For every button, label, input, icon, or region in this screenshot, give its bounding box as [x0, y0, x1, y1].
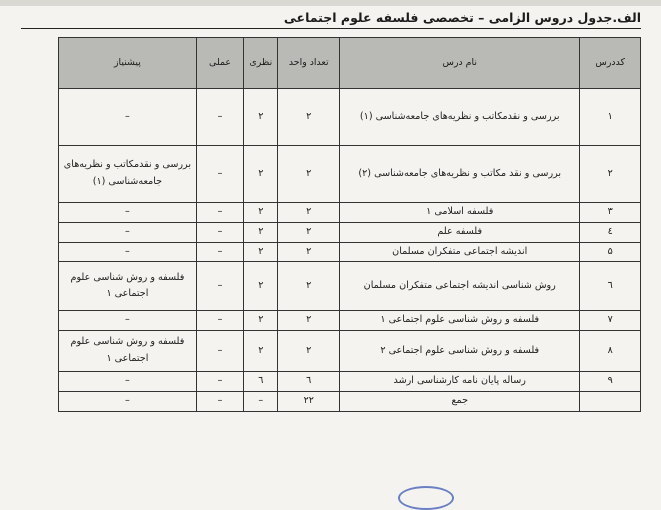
page-heading: الف.جدول دروس الزامی – تخصصی فلسفه علوم اجتماعی	[21, 10, 641, 29]
cell-practical: –	[196, 222, 243, 242]
cell-units: ۲	[278, 222, 340, 242]
cell-prereq: فلسفه و روش شناسی علوم اجتماعی ۱	[59, 331, 197, 372]
cell-units: ۲	[278, 331, 340, 372]
cell-code: ٤	[580, 222, 641, 242]
cell-code: ۸	[580, 331, 641, 372]
cell-units: ۲	[278, 203, 340, 223]
cell-practical: –	[196, 311, 243, 331]
cell-code: ۹	[580, 372, 641, 392]
courses-table	[58, 37, 641, 412]
cell-name: فلسفه و روش شناسی علوم اجتماعی ۱	[340, 311, 580, 331]
cell-units: ۲	[278, 262, 340, 311]
header-theory: نظری	[244, 38, 278, 89]
cell-prereq: –	[59, 203, 197, 223]
cell-name: بررسی و نقد مکاتب و نظریه‌های جامعه‌شناسی (۲)	[340, 146, 580, 203]
table-total-row	[59, 391, 641, 411]
cell-theory: ۲	[244, 311, 278, 331]
cell-units: ۲	[278, 89, 340, 146]
table-row	[59, 331, 641, 372]
cell-practical: –	[196, 372, 243, 392]
cell-prereq: –	[59, 372, 197, 392]
cell-prereq: فلسفه و روش شناسی علوم اجتماعی ۱	[59, 262, 197, 311]
cell-name: اندیشه اجتماعی متفکران مسلمان	[340, 242, 580, 262]
cell-practical: –	[196, 242, 243, 262]
cell-theory: ۲	[244, 222, 278, 242]
cell-practical: –	[196, 146, 243, 203]
cell-theory: ۲	[244, 331, 278, 372]
cell-theory: ۲	[244, 203, 278, 223]
header-units: تعداد واحد	[278, 38, 340, 89]
total-prereq: –	[59, 391, 197, 411]
cell-units: ۲	[278, 146, 340, 203]
total-units: ۲۲	[278, 391, 340, 411]
header-code: کددرس	[580, 38, 641, 89]
cell-prereq: –	[59, 89, 197, 146]
cell-name: فلسفه و روش شناسی علوم اجتماعی ۲	[340, 331, 580, 372]
cell-name: بررسی و نقدمکاتب و نظریه‌های جامعه‌شناسی (۱)	[340, 89, 580, 146]
cell-theory: ۲	[244, 242, 278, 262]
cell-name: رساله پایان نامه کارشناسی ارشد	[340, 372, 580, 392]
cell-code	[580, 391, 641, 411]
total-practical: –	[196, 391, 243, 411]
scan-top-edge	[0, 0, 661, 6]
cell-theory: ۲	[244, 146, 278, 203]
cell-prereq: –	[59, 222, 197, 242]
table-header-row	[59, 38, 641, 89]
table-row	[59, 203, 641, 223]
cell-units: ٦	[278, 372, 340, 392]
total-label: جمع	[340, 391, 580, 411]
table-row	[59, 222, 641, 242]
table-row	[59, 146, 641, 203]
cell-practical: –	[196, 203, 243, 223]
cell-code: ۱	[580, 89, 641, 146]
cell-name: فلسفه اسلامی ۱	[340, 203, 580, 223]
cell-code: ۷	[580, 311, 641, 331]
cell-code: ٦	[580, 262, 641, 311]
cell-prereq: بررسی و نقدمکاتب و نظریه‌های جامعه‌شناسی (۱)	[59, 146, 197, 203]
table-row	[59, 262, 641, 311]
cell-code: ۳	[580, 203, 641, 223]
cell-theory: ۲	[244, 89, 278, 146]
cell-name: روش شناسی اندیشه اجتماعی متفکران مسلمان	[340, 262, 580, 311]
stamp-mark	[398, 486, 454, 510]
table-row	[59, 242, 641, 262]
cell-theory: ۲	[244, 262, 278, 311]
table-row	[59, 89, 641, 146]
cell-practical: –	[196, 262, 243, 311]
total-theory: –	[244, 391, 278, 411]
cell-practical: –	[196, 331, 243, 372]
cell-prereq: –	[59, 242, 197, 262]
header-prereq: پیشنیاز	[59, 38, 197, 89]
cell-units: ۲	[278, 242, 340, 262]
header-practical: عملی	[196, 38, 243, 89]
cell-units: ۲	[278, 311, 340, 331]
cell-theory: ٦	[244, 372, 278, 392]
table-row	[59, 372, 641, 392]
cell-code: ۵	[580, 242, 641, 262]
table-row	[59, 311, 641, 331]
cell-name: فلسفه علم	[340, 222, 580, 242]
cell-practical: –	[196, 89, 243, 146]
cell-code: ۲	[580, 146, 641, 203]
header-name: نام درس	[340, 38, 580, 89]
cell-prereq: –	[59, 311, 197, 331]
